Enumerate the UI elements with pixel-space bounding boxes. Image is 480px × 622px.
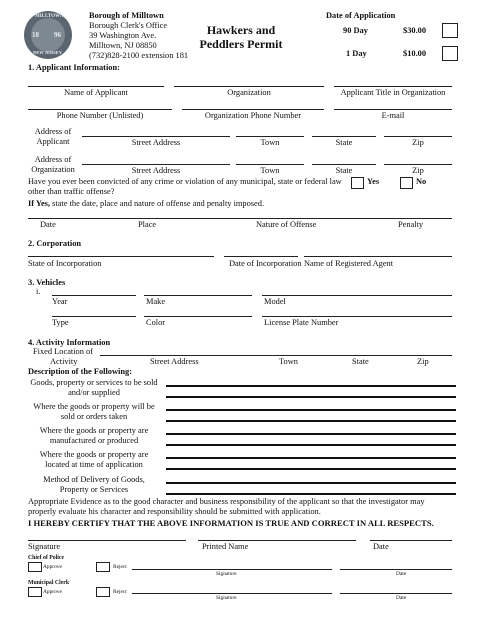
address-applicant-label-1: Address of xyxy=(34,127,72,136)
municipal-clerk-label: Municipal Clerk xyxy=(28,580,70,586)
fee-1-day-amount: $10.00 xyxy=(403,49,427,58)
phone-label: Phone Number (Unlisted) xyxy=(56,111,144,120)
police-reject-label: Reject xyxy=(113,564,127,570)
offense-penalty-label: Penalty xyxy=(398,220,424,229)
vehicle-year-line-top[interactable] xyxy=(52,295,136,296)
vehicle-color-line-top[interactable] xyxy=(144,316,252,317)
goods-sold-line-1[interactable] xyxy=(166,385,456,387)
where-made-label-2: manufactured or produced xyxy=(49,436,139,445)
clerk-signature-line[interactable] xyxy=(132,593,332,594)
vehicle-model-label: Model xyxy=(264,297,286,306)
delivery-method-line-2[interactable] xyxy=(166,493,456,495)
where-made-line-1[interactable] xyxy=(166,433,456,435)
clerk-office: Borough Clerk's Office xyxy=(89,21,168,30)
vehicle-plate-label: License Plate Number xyxy=(264,318,339,327)
applicant-info-heading: 1. Applicant Information: xyxy=(28,63,120,72)
applicant-title-line[interactable] xyxy=(334,86,452,87)
where-sold-line-1[interactable] xyxy=(166,409,456,411)
vehicle-type-label: Type xyxy=(52,318,69,327)
vehicle-make-label: Make xyxy=(146,297,166,306)
applicant-signature-line[interactable] xyxy=(28,540,186,541)
where-made-line-2[interactable] xyxy=(166,444,456,446)
applicant-state-label: State xyxy=(335,138,353,147)
offense-line[interactable] xyxy=(28,218,452,219)
offense-date-label: Date xyxy=(40,220,56,229)
applicant-zip-label: Zip xyxy=(412,138,424,147)
signature-date-label: Date xyxy=(373,542,389,551)
org-street-label: Street Address xyxy=(131,166,181,175)
organization-line[interactable] xyxy=(174,86,324,87)
activity-town-label: Town xyxy=(279,357,298,366)
applicant-street-label: Street Address xyxy=(131,138,181,147)
applicant-street-line[interactable] xyxy=(82,136,230,137)
borough-seal xyxy=(24,11,72,59)
printed-name-line[interactable] xyxy=(198,540,356,541)
fixed-location-line[interactable] xyxy=(100,355,452,356)
applicant-town-line[interactable] xyxy=(236,136,304,137)
form-title-line1: Hawkers and xyxy=(206,23,276,37)
where-sold-label-1: Where the goods or property will be xyxy=(33,402,155,411)
applicant-town-label: Town xyxy=(260,138,280,147)
conviction-no-label: No xyxy=(416,177,427,186)
office-city: Milltown, NJ 08850 xyxy=(89,41,157,50)
goods-sold-label-2: and/or supplied xyxy=(68,388,120,397)
fee-1-day-checkbox[interactable] xyxy=(442,46,458,61)
conviction-yes-checkbox[interactable] xyxy=(351,177,364,189)
fee-90-day-label: 90 Day xyxy=(343,26,368,35)
certify-statement: I HEREBY CERTIFY THAT THE ABOVE INFORMATION IS TRUE AND CORRECT IN ALL RESPECTS. xyxy=(28,518,434,528)
applicant-state-line[interactable] xyxy=(312,136,376,137)
vehicle-color-label: Color xyxy=(146,318,166,327)
clerk-approve-label: Approve xyxy=(43,589,62,595)
org-zip-label: Zip xyxy=(412,166,424,175)
where-located-label-1: Where the goods or property are xyxy=(39,450,149,459)
where-sold-label-2: sold or orders taken xyxy=(60,412,128,421)
org-state-line[interactable] xyxy=(312,164,376,165)
where-located-line-2[interactable] xyxy=(166,468,456,470)
applicant-signature-label: Signature xyxy=(28,542,61,551)
fee-90-day-checkbox[interactable] xyxy=(442,23,458,38)
police-reject-checkbox[interactable] xyxy=(96,562,110,572)
phone-line[interactable] xyxy=(28,109,172,110)
delivery-method-label-2: Property or Services xyxy=(59,485,129,494)
clerk-date-line[interactable] xyxy=(340,593,452,594)
police-approve-checkbox[interactable] xyxy=(28,562,42,572)
office-street: 39 Washington Ave. xyxy=(89,31,157,40)
registered-agent-line[interactable] xyxy=(304,256,452,257)
org-street-line[interactable] xyxy=(82,164,230,165)
where-sold-line-2[interactable] xyxy=(166,420,456,422)
police-date-line[interactable] xyxy=(340,569,452,570)
description-heading: Description of the Following: xyxy=(28,367,132,376)
address-org-label-1: Address of xyxy=(34,155,72,164)
org-state-label: State xyxy=(335,166,353,175)
evidence-text-2: properly evaluate his character and responsibility should be submitted with application. xyxy=(28,507,321,516)
goods-sold-line-2[interactable] xyxy=(166,396,456,398)
vehicle-year-label: Year xyxy=(52,297,68,306)
if-yes-bold: If Yes, xyxy=(28,199,51,208)
chief-of-police-label: Chief of Police xyxy=(28,555,65,561)
org-town-label: Town xyxy=(260,166,280,175)
organization-label: Organization xyxy=(227,88,271,97)
fee-90-day-amount: $30.00 xyxy=(403,26,427,35)
conviction-no-checkbox[interactable] xyxy=(400,177,413,189)
signature-date-line[interactable] xyxy=(370,540,452,541)
seal-top-text: MILLTOWN xyxy=(35,14,64,19)
address-applicant-label-2: Applicant xyxy=(36,137,70,146)
if-yes-instruction xyxy=(28,199,264,209)
vehicle-model-line-top[interactable] xyxy=(262,295,452,296)
vehicle-make-line-top[interactable] xyxy=(144,295,252,296)
conviction-question-2: other than traffic offense? xyxy=(28,187,115,196)
org-phone-label: Organization Phone Number xyxy=(204,111,302,120)
where-made-label-1: Where the goods or property are xyxy=(39,426,149,435)
clerk-date-label: Date xyxy=(396,595,407,601)
police-approve-label: Approve xyxy=(43,564,62,570)
applicant-name-line[interactable] xyxy=(28,86,164,87)
seal-right-text: 96 xyxy=(54,31,61,39)
registered-agent-label: Name of Registered Agent xyxy=(304,259,394,268)
org-phone-line[interactable] xyxy=(182,109,324,110)
state-incorporation-line[interactable] xyxy=(28,256,214,257)
org-zip-line[interactable] xyxy=(384,164,452,165)
date-incorporation-label: Date of Incorporation xyxy=(229,259,302,268)
activity-street-label: Street Address xyxy=(150,357,199,366)
vehicle-plate-line-top[interactable] xyxy=(262,316,452,317)
state-incorporation-label: State of Incorporation xyxy=(28,259,102,268)
police-signature-line[interactable] xyxy=(132,569,332,570)
office-phone: (732)828-2100 extension 181 xyxy=(89,51,189,60)
vehicle-item-marker: i. xyxy=(36,287,41,296)
conviction-yes-label: Yes xyxy=(367,177,380,186)
corporation-heading: 2. Corporation xyxy=(28,239,82,248)
activity-zip-label: Zip xyxy=(417,357,429,366)
if-yes-rest: state the date, place and nature of offense and penalty imposed. xyxy=(50,199,265,208)
clerk-reject-checkbox[interactable] xyxy=(96,587,110,597)
activity-heading: 4. Activity Information xyxy=(28,338,111,347)
date-incorporation-line[interactable] xyxy=(224,256,298,257)
clerk-reject-label: Reject xyxy=(113,589,127,595)
where-located-line-1[interactable] xyxy=(166,457,456,459)
delivery-method-label-1: Method of Delivery of Goods, xyxy=(43,475,145,484)
fee-1-day-label: 1 Day xyxy=(346,49,367,58)
vehicles-heading: 3. Vehicles xyxy=(28,278,66,287)
conviction-question-1: Have you ever been convicted of any crime or violation of any municipal, state or federal law xyxy=(28,177,342,186)
vehicle-type-line-top[interactable] xyxy=(52,316,136,317)
delivery-method-line-1[interactable] xyxy=(166,482,456,484)
police-date-label: Date xyxy=(396,571,407,577)
address-org-label-2: Organization xyxy=(31,165,75,174)
offense-nature-label: Nature of Offense xyxy=(256,220,317,229)
offense-place-label: Place xyxy=(138,220,157,229)
applicant-zip-line[interactable] xyxy=(384,136,452,137)
seal-left-text: 18 xyxy=(32,31,39,39)
clerk-signature-label: Signature xyxy=(216,595,237,601)
evidence-text-1: Appropriate Evidence as to the good character and business responsibility of the applicant so that the investigator may xyxy=(28,497,425,506)
form-title-line2: Peddlers Permit xyxy=(199,37,283,51)
org-town-line[interactable] xyxy=(236,164,304,165)
where-located-label-2: located at time of application xyxy=(45,460,143,469)
borough-name: Borough of Milltown xyxy=(89,11,164,20)
police-signature-label: Signature xyxy=(216,571,237,577)
printed-name-label: Printed Name xyxy=(202,542,249,551)
activity-state-label: State xyxy=(352,357,369,366)
applicant-name-label: Name of Applicant xyxy=(64,88,128,97)
clerk-approve-checkbox[interactable] xyxy=(28,587,42,597)
date-of-application-label: Date of Application xyxy=(326,11,396,20)
applicant-title-label: Applicant Title in Organization xyxy=(340,88,446,97)
fixed-location-label-2: Activity xyxy=(50,357,78,366)
seal-bottom-text: NEW JERSEY xyxy=(33,50,63,55)
fixed-location-label-1: Fixed Location of xyxy=(33,347,94,356)
goods-sold-label-1: Goods, property or services to be sold xyxy=(30,378,158,387)
email-line[interactable] xyxy=(334,109,452,110)
email-label: E-mail xyxy=(381,111,405,120)
